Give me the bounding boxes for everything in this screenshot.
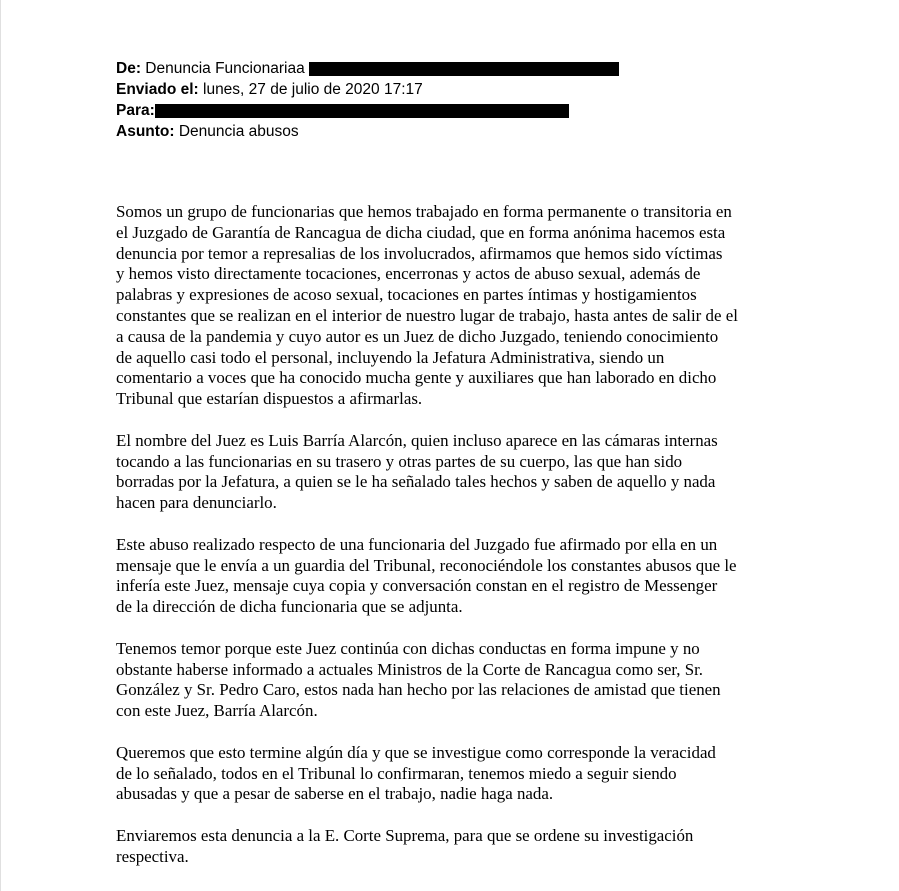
- sent-label: Enviado el:: [116, 81, 199, 98]
- to-label: Para:: [116, 102, 155, 119]
- paragraph-1: Somos un grupo de funcionarias que hemos trabajado en forma permanente o transitoria en el Juzgado de Garantía de Rancagua de dicha ciudad, que en forma anónima hacemos esta denuncia por temor a represalias de los involucrados, afirmamos que hemos sido víctimas y hemos visto directamente tocaciones, encerronas y actos de abuso sexual, además de palabras y expresiones de acoso sexual, tocaciones en partes íntimas y hostigamientos constantes que se realizan en el interior de nuestro lugar de trabajo, hasta antes de salir de el a causa de la pandemia y cuyo autor es un Juez de dicho Juzgado, teniendo conocimiento de aquello casi todo el personal, incluyendo la Jefatura Administrativa, siendo un comentario a voces que ha conocido mucha gente y auxiliares que han laborado en dicho Tribunal que estarían dispuestos a afirmarlas.: [116, 202, 738, 409]
- paragraph-5: Queremos que esto termine algún día y que se investigue como corresponde la veracidad de lo señalado, todos en el Tribunal lo confirmaran, tenemos miedo a seguir siendo abusadas y que a pesar de saberse en el trabajo, nadie haga nada.: [116, 742, 716, 804]
- from-value: Denuncia Funcionariaa: [145, 60, 305, 77]
- sent-value: lunes, 27 de julio de 2020 17:17: [203, 81, 423, 98]
- subject-label: Asunto:: [116, 123, 175, 140]
- from-row: [116, 58, 619, 79]
- paragraph-2: El nombre del Juez es Luis Barría Alarcón, quien incluso aparece en las cámaras internas tocando a las funcionarias en su trasero y otras partes de su cuerpo, las que han sido borradas por la Jefatura, a quien se le ha señalado tales hechos y saben de aquello y nada hacen para denunciarlo.: [116, 430, 718, 513]
- to-row: [116, 100, 619, 121]
- letter-body: [116, 202, 788, 888]
- page-edge: [0, 0, 1, 891]
- subject-value: Denuncia abusos: [178, 123, 299, 140]
- email-header: [116, 58, 619, 142]
- sent-row: [116, 79, 619, 100]
- paragraph-6: Enviaremos esta denuncia a la E. Corte Suprema, para que se ordene su investigación respectiva.: [116, 825, 694, 866]
- from-label: De:: [116, 60, 141, 77]
- subject-row: [116, 121, 619, 142]
- paragraph-3: Este abuso realizado respecto de una funcionaria del Juzgado fue afirmado por ella en un mensaje que le envía a un guardia del Tribunal, reconociéndole los constantes abusos que le infería este Juez, mensaje cuya copia y conversación constan en el registro de Messenger de la dirección de dicha funcionaria que se adjunta.: [116, 534, 737, 617]
- redaction-bar-to: [155, 104, 569, 118]
- paragraph-4: Tenemos temor porque este Juez continúa con dichas conductas en forma impune y no obstante haberse informado a actuales Ministros de la Corte de Rancagua como ser, Sr. González y Sr. Pedro Caro, estos nada han hecho por las relaciones de amistad que tienen con este Juez, Barría Alarcón.: [116, 638, 721, 721]
- redaction-bar-from: [309, 62, 619, 76]
